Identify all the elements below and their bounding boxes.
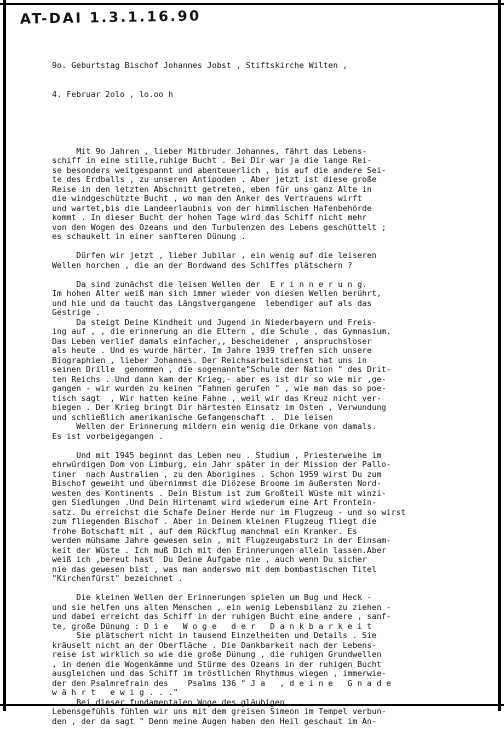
text-line: Im hohen Alter weiß man sich immer wieder von diesen Wellen berührt, xyxy=(52,289,382,298)
text-line: Da sind zunächst die leisen Wellen der E r i n n e r u n g. xyxy=(52,279,367,289)
text-line: als heute . Und es wurde härter. Im Jahre 1939 treffen sich unsere xyxy=(52,346,372,355)
paragraphs xyxy=(52,147,490,727)
text-line: nie das gewesen bist , was man anderswo mit dem bombastischen Titel xyxy=(52,564,377,574)
spacer xyxy=(52,441,490,451)
text-line: und sie helfen uns alten Menschen , ein wenig Lebensbilanz zu ziehen - xyxy=(52,602,392,612)
text-line: Reise in den letzten Abschnitt getreten, eben für uns ganz Alte in xyxy=(52,184,372,194)
text-line: Da steigt Deine Kindheit und Jugend in Niederbayern und Freis- xyxy=(52,317,377,327)
text-line: te, große Dünung : D i e W o g e d e r D a n k b a r k e i t xyxy=(52,621,372,631)
text-line: biegen . Der Krieg bringt Dir härtesten Einsatz im Osten , Verwundung xyxy=(52,403,387,412)
text-line: keit der Wüste . Ich muß Dich mit den Erinnerungen allein lassen.Aber xyxy=(52,545,387,555)
paragraph xyxy=(52,451,490,584)
text-line: den , der da sagt " Denn meine Augen haben den Heil geschaut im An- xyxy=(52,716,377,726)
paragraph xyxy=(52,147,490,242)
text-line: satz. Du erreichst die Schafe Deiner Herde nur im Flugzeug - und so wirst xyxy=(52,507,406,517)
text-line: gangen - wir wurden zu keinen "Fahnen gerufen " , wie man das so poe- xyxy=(52,384,387,393)
text-line: frohe Botschaft mit , auf dem Rückflug manchmal ein Kranker. Es xyxy=(52,526,358,536)
spacer xyxy=(52,584,490,594)
text-line: reise ist wirklich so wie die große Dünung , die ruhigen Grundwellen xyxy=(52,650,382,659)
text-line: Bei dieser fundamentalen Woge des gläubigen xyxy=(52,697,285,707)
text-line: die windgeschützte Bucht , wo man den Anker des Vertrauens wirft xyxy=(52,194,363,203)
text-line: ausgleichen und das Schiff im tröstlichen Rhythmus wiegen , immerwie- xyxy=(52,669,387,678)
text-line: der den Psalmrefrain des Psalms 136 " J a , d e i n e G n a d e xyxy=(52,678,392,688)
text-line: zum fliegenden Bischof . Aber in Deinem kleinen Flugzeug fliegt die xyxy=(52,517,377,526)
text-line: Biographien , lieber Johannes. Der Reichsarbeitsdienst hat uns in xyxy=(52,355,367,365)
text-line: und wartet,bis die Landeerlaubnis von der himmlischen Hafenbehörde xyxy=(52,203,372,213)
scan-border-right xyxy=(498,0,501,711)
text-line: Es ist vorbeigegangen . xyxy=(52,431,164,441)
text-line: Mit 9o Jahren , lieber Mitbruder Johannes, fährt das Lebens- xyxy=(52,146,367,156)
document-body xyxy=(52,42,490,745)
text-line: Das Leben verlief damals einfacher,, bescheidener , anspruchsloser xyxy=(52,336,372,346)
text-line: kräuselt nicht an der Oberfläche . Die Dankbarkeit nach der Lebens- xyxy=(52,640,377,650)
text-line: werden mühsame Jahre gewesen sein , mit Flugzeugabsturz in der Einsam- xyxy=(52,536,392,545)
archive-stamp: AT-DAI 1.3.1.16.90 xyxy=(19,8,202,28)
scan-border-left xyxy=(3,0,6,711)
text-line: ten Reichs . Und dann kam der Krieg,- aber es ist dir so wie mir ,ge- xyxy=(52,374,387,384)
text-line: Wellen der Erinnerung mildern ein wenig die Orkane von damals. xyxy=(52,422,377,431)
text-line: Wellen horchen , die an der Bordwand des Schiffes plätschern ? xyxy=(52,260,353,270)
text-line: Lebensgefühls fühlen wir uns mit dem greisen Simeon im Tempel verbun- xyxy=(52,707,387,716)
header-line-2: 4. Februar 2olo , lo.oo h xyxy=(52,89,174,99)
text-line: se besonders weitgespannt und abenteuerlich , bis auf die andere Sei- xyxy=(52,165,387,175)
scan-border-top xyxy=(0,3,504,5)
text-line: "Kirchenfürst" bezeichnet . xyxy=(52,574,183,583)
paragraph xyxy=(52,280,490,442)
text-line: westen des Kontinents . Dein Bistum ist zum Großteil Wüste mit winzi- xyxy=(52,488,387,498)
paragraph xyxy=(52,593,490,726)
text-line: w ä h r t e w i g . . ." xyxy=(52,688,178,697)
text-line: es schaukelt in einer sanfteren Dünung . xyxy=(52,232,246,241)
text-line: tisch sagt , Wir hatten keine Fahne , weil wir das Kreuz nicht ver- xyxy=(52,393,382,403)
text-line: und dabei erreicht das Schiff in der ruhigen Bucht eine andere , sanf- xyxy=(52,612,392,621)
text-line: Bischof geweiht und übernimmst die Diözese Broome im äußersten Nord- xyxy=(52,479,382,488)
text-line: Gestrige . xyxy=(52,308,101,317)
spacer xyxy=(52,270,490,280)
spacer xyxy=(52,118,490,128)
text-line: von den Wogen des Ozeans und den Turbulenzen des Lebens geschüttelt ; xyxy=(52,222,387,232)
text-line: te des Erdballs , zu unseren Antipoden . Aber jetzt ist diese große xyxy=(52,175,377,184)
text-line: weiß ich ,bereut hast Du Deine Aufgabe nie , auch wenn Du sicher xyxy=(52,555,367,564)
text-line: seinen Drille genommen , die sogenannte"Schule der Nation " des Drit- xyxy=(52,365,392,374)
text-line: Die kleinen Wellen der Erinnerungen spielen um Bug und Heck - xyxy=(52,593,372,602)
text-line: schiff in eine stille,ruhige Bucht . Bei Dir war ja die lange Rei- xyxy=(52,156,372,165)
text-line: Und mit 1945 beginnt das Leben neu . Studium , Priesterweihe im xyxy=(52,450,382,460)
paragraph xyxy=(52,251,490,270)
text-line: Sie plätschert nicht in tausend Einzelheiten und Details . Sie xyxy=(52,631,377,640)
text-line: ehrwürdigen Dom von Limburg, ein Jahr später in der Mission der Pallo- xyxy=(52,460,392,469)
text-line: , in denen die Wogenkämme und Stürme des Ozeans in der ruhigen Bucht xyxy=(52,659,382,669)
text-line: kommt . In dieser Bucht der hohen Tage wird das Schiff nicht mehr xyxy=(52,213,367,222)
text-line: und hie und da taucht das Längstvergangene lebendiger auf als das xyxy=(52,298,372,308)
text-line: und schließlich amerikanische Gefangenschaft . Die leisen xyxy=(52,412,333,422)
text-line: ing auf , , die erinnerung an die Eltern , die Schule , das Gymnasium. xyxy=(52,327,392,336)
text-line: gen Siedlungen .Und Dein Hirtenamt wird wiederum eine Art Frontein- xyxy=(52,498,377,507)
header-line-1: 9o. Geburtstag Bischof Johannes Jobst , Stiftskirche Wilten , xyxy=(52,61,348,70)
spacer xyxy=(52,242,490,252)
text-line: Dürfen wir jetzt , lieber Jubilar , ein wenig auf die leiseren xyxy=(52,251,377,260)
text-line: tiner nach Australien , zu den Aborigines . Schon 1959 wirst Du zum xyxy=(52,469,382,479)
